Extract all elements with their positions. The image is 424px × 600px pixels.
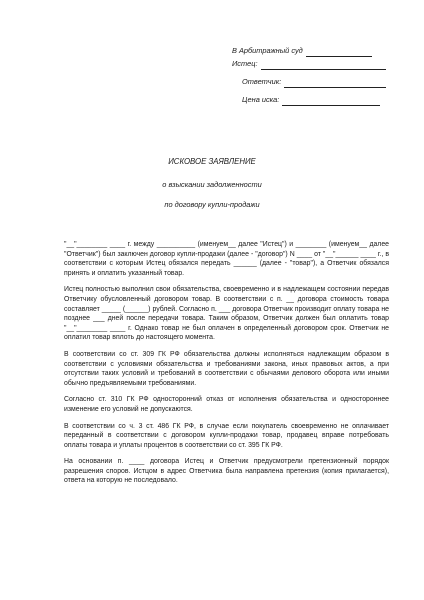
document-subtitle-1: о взыскании задолженности: [162, 180, 262, 189]
paragraph-obligations: Истец полностью выполнил свои обязательства, своевременно и в надлежащем состоянии передав Ответчику обусловленный договором товар. В соответствии с п. __ договора стоимость товара составляет _____ (______) рублей. Согласно п. ___ договора Ответчик производит оплату товара не позднее ___ дней после передачи товара. Таким образом, Ответчик должен был оплатить товар "__"________ ____ г. Однако товар не был оплачен в определенный договором срок. Ответчик не оплатил товар вплоть до настоящего момента.: [64, 286, 389, 342]
plaintiff-label: Истец:: [232, 59, 258, 68]
plaintiff-blank: [261, 61, 386, 70]
paragraph-claim-procedure: На основании п. ____ договора Истец и Ответчик предусмотрели претензионный порядок разрешения споров. Истцом в адрес Ответчика была направлена претензия (копия прилагается), ответа на которую не последовало.: [64, 458, 389, 485]
paragraph-contract: "__"________ ____ г. между __________ (именуем__ далее "Истец") и ________ (именуем__ далее "Ответчик") был заключен договор купли-продажи (далее - "договор") N ____ от "__"______ ____ г., в соответствии с которым Истец обязался передать ______ (далее - "товар"), а Ответчик обязался принять и оплатить указанный товар.: [64, 241, 389, 277]
price-blank: [282, 97, 380, 106]
document-title: ИСКОВОЕ ЗАЯВЛЕНИЕ: [168, 157, 256, 166]
price-label: Цена иска:: [242, 95, 280, 104]
plaintiff-line: [232, 57, 392, 70]
court-blank: [306, 48, 372, 57]
defendant-blank: [284, 79, 386, 88]
claim-body: [64, 240, 389, 493]
court-label: В Арбитражный суд: [232, 46, 303, 55]
paragraph-article-309: В соответствии со ст. 309 ГК РФ обязательства должны исполняться надлежащим образом в соответствии с условиями обязательства и требованиями закона, иных правовых актов, а при отсутствии таких условий и требований в соответствии с обычаями делового оборота или иными обычно предъявляемыми требованиями.: [64, 350, 389, 387]
document-subtitle-2: по договору купли-продажи: [164, 200, 260, 209]
paragraph-article-486: В соответствии со ч. 3 ст. 486 ГК РФ, в случае если покупатель своевременно не оплачивает переданный в соответствии с договором купли-продажи товар, продавец вправе потребовать оплаты товара и уплаты процентов в соответствии со ст. 395 ГК РФ.: [64, 422, 389, 449]
court-line: [232, 44, 392, 57]
defendant-line: [232, 75, 392, 88]
price-line: [232, 93, 392, 106]
defendant-label: Ответчик:: [242, 77, 282, 86]
paragraph-article-310: Согласно ст. 310 ГК РФ односторонний отказ от исполнения обязательства и одностороннее изменение его условий не допускаются.: [64, 396, 389, 413]
addressee-block: [232, 44, 392, 106]
